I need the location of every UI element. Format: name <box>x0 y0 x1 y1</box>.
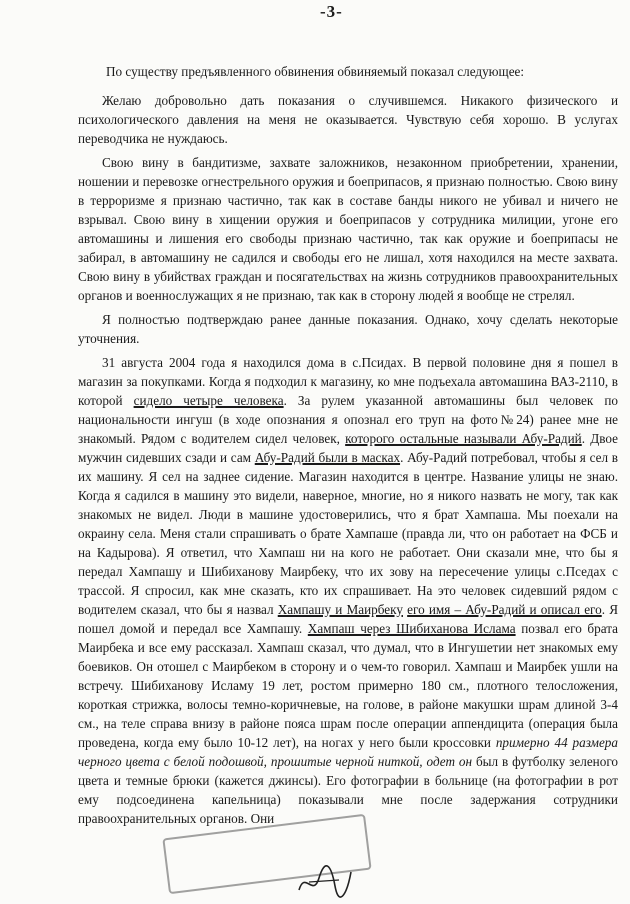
text-segment: 31 августа 2004 года я находился дома в с.Псидах. В первой половине дня я пошел в магазин за покупками. Когда я подходил к магазину, ко мне подъехала автомашина ВАЗ-2110, в которой <box>78 355 618 408</box>
document-body <box>78 62 618 833</box>
underlined-phrase: сидело четыре человека <box>133 393 284 408</box>
text-segment: . Абу-Радий потребовал, чтобы я сел в их машину. Я сел на заднее сидение. Магазин находится в центре. Название улицы не знаю. Когда я садился в машину это видели, наверное, многие, но я никого назвать не могу, так как знакомых не видел. Люди в машине удостоверились, что я брат Хампаша. Мы поехали на окраину села. Меня стали спрашивать о брате Хампаше (правда ли, что он работает на ФСБ и на Кадырова). Я ответил, что Хампаш ни на кого не работает. Они сказали мне, что бы я передал Хампашу и Шибиханову Маирбеку, что их зову на пересечение улицы с.Пседах с трассой. Я спросил, как мне сказать, кто их спрашивает. На это человек сидевший рядом с водителем сказал, что бы я назвал <box>78 450 618 617</box>
text-segment: позвал его брата Маирбека и все ему рассказал. Хампаш сказал, что думал, что в Ингушетии нет знакомых ему боевиков. Он отошел с Маирбеком в сторону и о чем-то говорил. Хампаш и Маирбек ушли на встречу. Шибиханову Исламу 19 лет, ростом примерно 180 см., плотного телосложения, короткая стрижка, волосы темно-коричневые, на голове, в районе макушки шрам длиной 3-4 см., на теле справа внизу в районе пояса шрам после операции аппендицита (операция была проведена, когда ему было 10-12 лет), на ногах у него были кроссовки <box>78 621 618 750</box>
italic-phrase: примерно 44 размера черного цвета с белой подошвой, прошитые черной ниткой, одет он <box>78 735 618 769</box>
page-number: -3- <box>320 2 343 21</box>
paragraph-4 <box>78 353 618 828</box>
text-segment: . Двое мужчин сидевших сзади и сам <box>78 431 619 465</box>
text-segment: . За рулем указанной автомашины был человек по национальности ингуш (в ходе опознания я опознал его труп на фото№24) ранее мне не знакомый. Рядом с водителем сидел человек, <box>78 393 618 446</box>
underlined-phrase: Хампаш через Шибиханова Ислама <box>307 621 516 636</box>
text-segment: . Я пошел домой и передал все Хампашу. <box>78 602 619 636</box>
underlined-phrase: Хампашу и Маирбеку <box>277 602 403 617</box>
underlined-phrase: которого остальные называли Абу-Радий <box>345 431 582 446</box>
paragraph-3: Я полностью подтверждаю ранее данные показания. Однако, хочу сделать некоторые уточнения. <box>78 312 618 346</box>
intro-line: По существу предъявленного обвинения обвиняемый показал следующее: <box>106 64 525 79</box>
text-segment: был в футболку зеленого цвета и темные брюки (кажется джинсы). Его фотографии в больнице (на фотографии в рот ему подсоединена капельница) показывали мне после задержания сотрудники правоохранительных органов. Они <box>78 754 618 826</box>
underlined-phrase: его имя – Абу-Радий и описал его <box>407 602 602 617</box>
underlined-phrase: Абу-Радий были в масках <box>254 450 401 465</box>
paragraph-2: Свою вину в бандитизме, захвате заложников, незаконном приобретении, хранении, ношении и перевозке огнестрельного оружия и боеприпасов, я признаю полностью. Свою вину в терроризме я признаю частично, так как в составе банды никого не убивал и ничего не взрывал. Свою вину в хищении оружия и боеприпасов у сотрудника милиции, угоне его автомашины и лишения его свободы признаю частично, так как оружие и боеприпасы не забирал, в автомашину не садился и свободы его не лишал, хотя находился на месте захвата. Свою вину в убийствах граждан и посягательствах на жизнь сотрудников правоохранительных органов и военнослужащих я не признаю, так как в сторону людей я вообще не стрелял. <box>78 155 618 303</box>
signature-icon <box>295 860 355 900</box>
paragraph-1: Желаю добровольно дать показания о случившемся. Никакого физического и психологического давления на меня не оказывается. Чувствую себя хорошо. В услугах переводчика не нуждаюсь. <box>78 93 618 146</box>
